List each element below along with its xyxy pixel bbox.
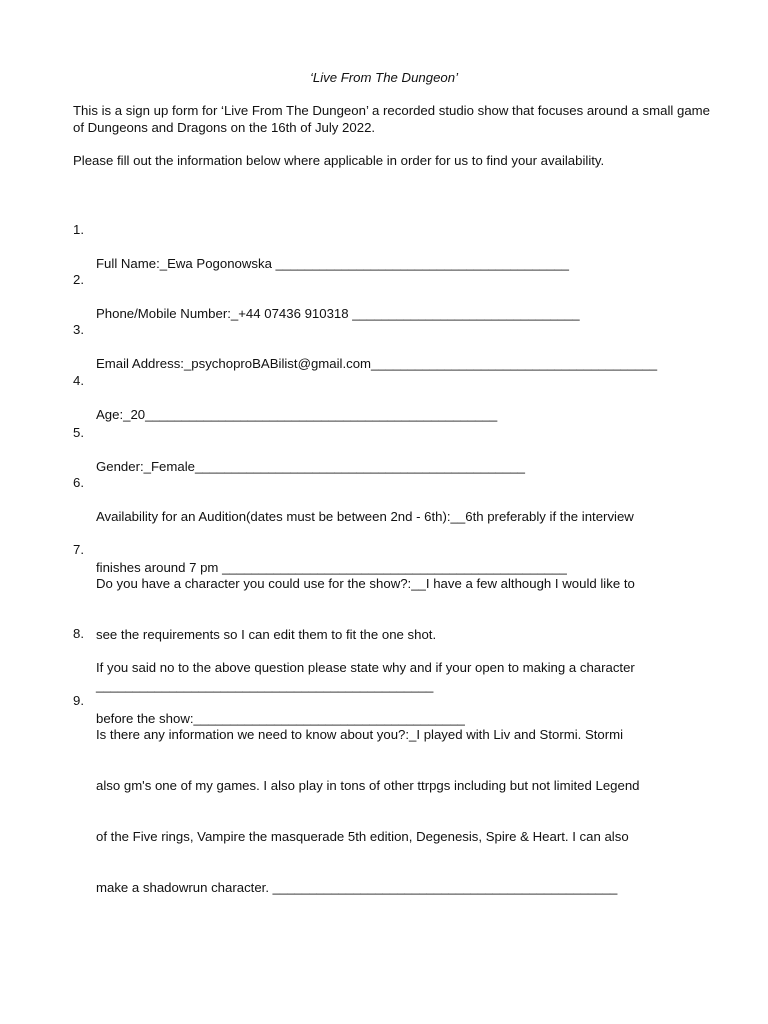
item-line: of the Five rings, Vampire the masquerade 5th edition, Degenesis, Spire & Heart. I can also [96, 829, 629, 844]
item-number: 3. [73, 322, 84, 337]
item-number: 9. [73, 693, 84, 708]
instruction-paragraph: Please fill out the information below where applicable in order for us to find your availability. [73, 153, 605, 168]
item-line: Phone/Mobile Number:_+44 07436 910318 _______________________________ [96, 306, 580, 321]
item-line: Gender:_Female_____________________________________________ [96, 459, 525, 474]
item-line: Do you have a character you could use for the show?:__I have a few although I would like to [96, 576, 635, 591]
form-item-additional-info [73, 692, 713, 930]
item-number: 4. [73, 373, 84, 388]
item-line: finishes around 7 pm _______________________________________________ [96, 560, 567, 575]
item-number: 1. [73, 222, 84, 237]
item-line: Email Address:_psychoproBABilist@gmail.com_______________________________________ [96, 356, 658, 371]
item-number: 5. [73, 425, 84, 440]
item-number: 6. [73, 475, 84, 490]
item-line: If you said no to the above question please state why and if your open to making a character [96, 660, 635, 675]
intro-paragraph: This is a sign up form for ‘Live From The Dungeon’ a recorded studio show that focuses around a small game of Dungeons and Dragons on the 16th of July 2022. [73, 103, 710, 135]
item-line: Age:_20________________________________________________ [96, 407, 498, 422]
item-line: make a shadowrun character. _______________________________________________ [96, 880, 618, 895]
item-line: before the show:_____________________________________ [96, 711, 465, 726]
item-line: Is there any information we need to know about you?:_I played with Liv and Stormi. Stormi [96, 727, 624, 742]
item-line: Availability for an Audition(dates must be between 2nd - 6th):__6th preferably if the interview [96, 509, 634, 524]
document-title: ‘Live From The Dungeon’ [309, 70, 459, 85]
item-line: also gm's one of my games. I also play in tons of other ttrpgs including but not limited Legend [96, 778, 640, 793]
item-line: see the requirements so I can edit them to fit the one shot. [96, 627, 437, 642]
item-number: 7. [73, 542, 84, 557]
item-line: Full Name:_Ewa Pogonowska ________________________________________ [96, 256, 569, 271]
item-number: 2. [73, 272, 84, 287]
item-line: ______________________________________________ [96, 678, 434, 693]
item-number: 8. [73, 626, 84, 641]
item-text [96, 692, 711, 930]
